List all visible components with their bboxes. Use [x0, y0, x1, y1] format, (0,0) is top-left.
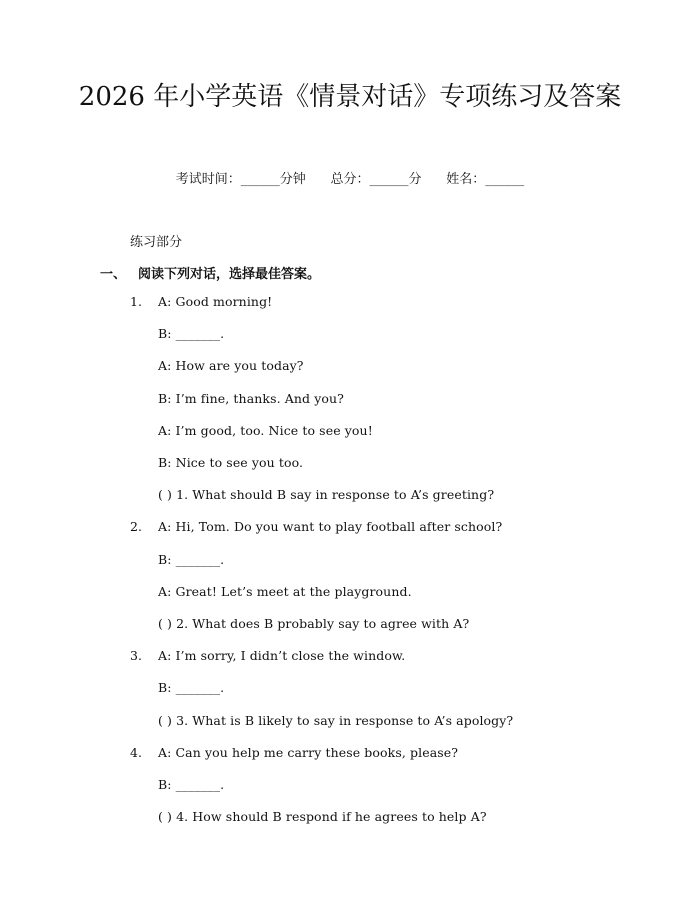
question-prompt: ( ) 4. How should B respond if he agrees to help A? [158, 809, 487, 825]
dialogue-line: A: Can you help me carry these books, please? [158, 744, 459, 760]
heading-text: 阅读下列对话，选择最佳答案。 [138, 267, 321, 282]
dialogue-line: B: Nice to see you too. [158, 455, 304, 470]
dialogue-line: B: _______. [158, 551, 225, 567]
dialogue-line: B: _______. [158, 680, 225, 696]
question-prompt: ( ) 2. What does B probably say to agree with A? [158, 616, 470, 631]
question-prompt: ( ) 1. What should B say in response to A’s greeting? [158, 487, 495, 503]
question-number: 2. [130, 519, 142, 535]
question-number: 4. [130, 744, 142, 760]
section-heading [100, 263, 320, 282]
dialogue-line: A: Great! Let’s meet at the playground. [158, 583, 412, 599]
section-label: 练习部分 [130, 235, 183, 250]
dialogue-line: A: Good morning! [158, 294, 273, 309]
dialogue-line: B: _______. [158, 326, 225, 342]
dialogue-line: B: _______. [158, 777, 225, 792]
dialogue-line: B: I’m fine, thanks. And you? [158, 390, 344, 406]
dialogue-line: A: I’m good, too. Nice to see you! [158, 422, 373, 438]
exam-info-line: 考试时间：______分钟 总分：______分 姓名：______ [175, 172, 525, 187]
dialogue-line: A: How are you today? [158, 358, 304, 374]
document-title: 2026 年小学英语《情景对话》专项练习及答案 [78, 82, 622, 112]
question-prompt: ( ) 3. What is B likely to say in response to A’s apology? [158, 712, 514, 728]
question-number: 1. [130, 294, 142, 309]
question-number: 3. [130, 648, 142, 664]
dialogue-line: A: I’m sorry, I didn’t close the window. [158, 648, 406, 664]
heading-number: 一、 [100, 267, 127, 282]
dialogue-line: A: Hi, Tom. Do you want to play football after school? [158, 519, 503, 535]
